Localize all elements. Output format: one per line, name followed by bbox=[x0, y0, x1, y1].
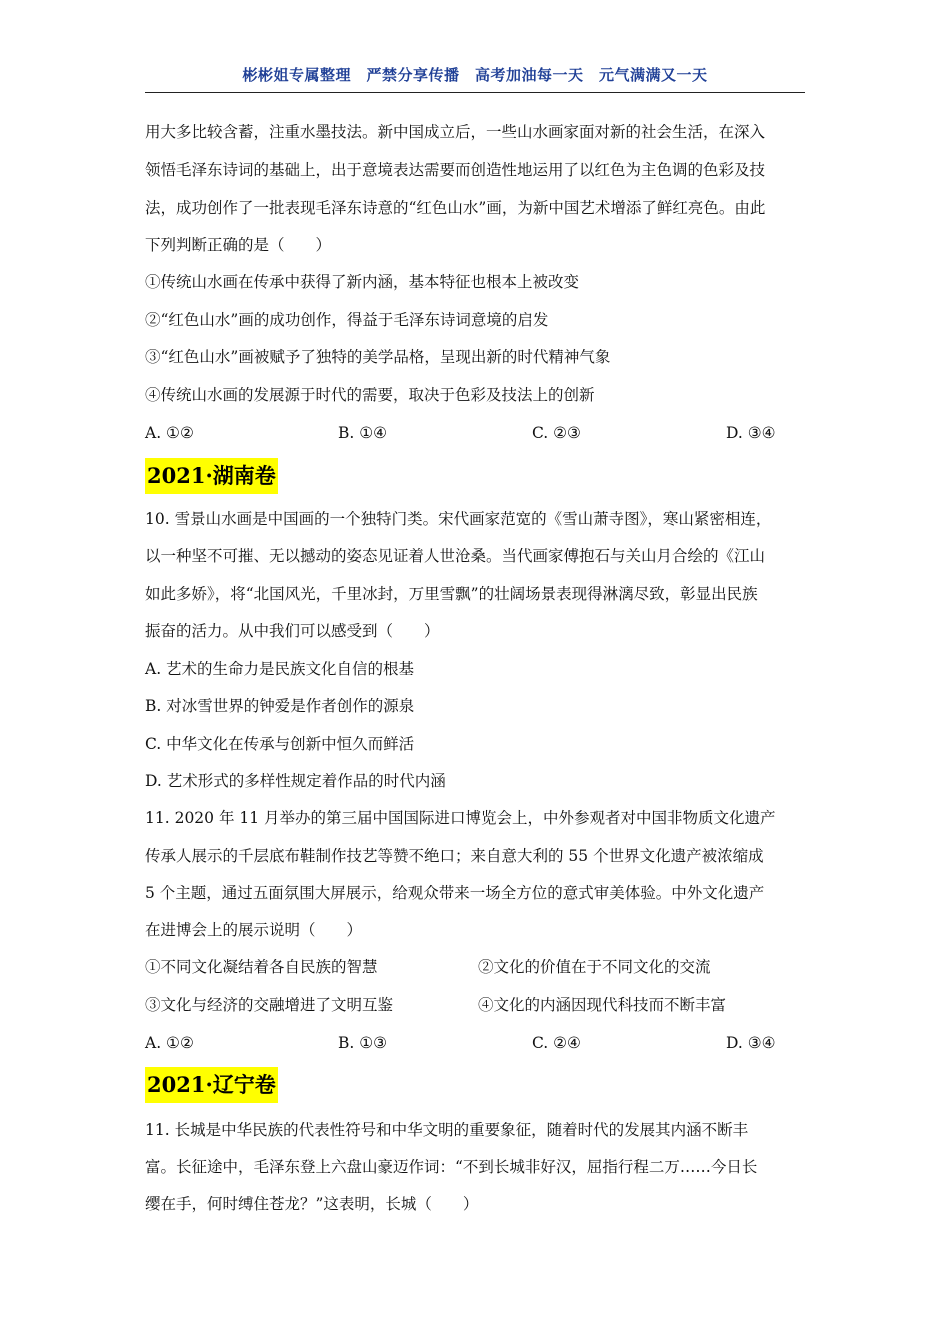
q9-line: 用大多比较含蓄，注重水墨技法。新中国成立后，一些山水画家面对新的社会生活，在深入 bbox=[145, 123, 766, 141]
q11a-line: 在进博会上的展示说明（ ） bbox=[145, 921, 363, 939]
q9-statement: ③“红色山水”画被赋予了独特的美学品格，呈现出新的时代精神气象 bbox=[145, 348, 611, 366]
q11a-line: 传承人展示的千层底布鞋制作技艺等赞不绝口；来自意大利的 55 个世界文化遗产被浓缩成 bbox=[145, 847, 764, 865]
q9-line: 下列判断正确的是（ ） bbox=[145, 236, 332, 254]
q9-statement: ①传统山水画在传承中获得了新内涵，基本特征也根本上被改变 bbox=[145, 273, 580, 291]
q10-line: 振奋的活力。从中我们可以感受到（ ） bbox=[145, 622, 440, 640]
q9-option-a: A. ①② bbox=[145, 424, 194, 442]
q11b-line: 11. 长城是中华民族的代表性符号和中华文明的重要象征，随着时代的发展其内涵不断丰 bbox=[145, 1121, 749, 1139]
q11a-option-d: D. ③④ bbox=[726, 1034, 776, 1052]
q9-statement: ④传统山水画的发展源于时代的需要，取决于色彩及技法上的创新 bbox=[145, 386, 595, 404]
q11a-option-c: C. ②④ bbox=[532, 1034, 581, 1052]
q11b-line: 富。长征途中，毛泽东登上六盘山豪迈作词：“不到长城非好汉，屈指行程二万……今日长 bbox=[145, 1158, 758, 1176]
q10-option-b: B. 对冰雪世界的钟爱是作者创作的源泉 bbox=[145, 697, 415, 715]
q11a-statement: ②文化的价值在于不同文化的交流 bbox=[478, 958, 711, 976]
q9-option-d: D. ③④ bbox=[726, 424, 776, 442]
q11a-line: 11. 2020 年 11 月举办的第三届中国国际进口博览会上，中外参观者对中国非物质文化遗产 bbox=[145, 809, 776, 827]
q10-option-d: D. 艺术形式的多样性规定着作品的时代内涵 bbox=[145, 772, 446, 790]
q11a-statement: ④文化的内涵因现代科技而不断丰富 bbox=[478, 996, 727, 1014]
q9-statement: ②“红色山水”画的成功创作，得益于毛泽东诗词意境的启发 bbox=[145, 311, 549, 329]
q9-line: 领悟毛泽东诗词的基础上，出于意境表达需要而创造性地运用了以红色为主色调的色彩及技 bbox=[145, 161, 766, 179]
q10-option-a: A. 艺术的生命力是民族文化自信的根基 bbox=[145, 660, 415, 678]
q10-line: 10. 雪景山水画是中国画的一个独特门类。宋代画家范宽的《雪山萧寺图》，寒山紧密相连， bbox=[145, 510, 772, 528]
q9-line: 法，成功创作了一批表现毛泽东诗意的“红色山水”画，为新中国艺术增添了鲜红亮色。由此 bbox=[145, 199, 766, 217]
q10-option-c: C. 中华文化在传承与创新中恒久而鲜活 bbox=[145, 735, 415, 753]
q11a-line: 5 个主题，通过五面氛围大屏展示，给观众带来一场全方位的意式审美体验。中外文化遗产 bbox=[145, 884, 765, 902]
q11a-option-a: A. ①② bbox=[145, 1034, 194, 1052]
q11b-line: 缨在手，何时缚住苍龙？”这表明，长城（ ） bbox=[145, 1195, 479, 1213]
section-title-hunan: 2021·湖南卷 bbox=[145, 458, 278, 494]
q10-line: 以一种坚不可摧、无以撼动的姿态见证着人世沧桑。当代画家傅抱石与关山月合绘的《江山 bbox=[145, 547, 766, 565]
q11a-option-b: B. ①③ bbox=[338, 1034, 388, 1052]
section-title-liaoning: 2021·辽宁卷 bbox=[145, 1067, 278, 1103]
header-divider bbox=[145, 92, 805, 93]
q10-line: 如此多娇》，将“北国风光，千里冰封，万里雪飘”的壮阔场景表现得淋漓尽致，彰显出民族 bbox=[145, 585, 758, 603]
q9-option-b: B. ①④ bbox=[338, 424, 388, 442]
q11a-statement: ①不同文化凝结着各自民族的智慧 bbox=[145, 958, 378, 976]
q9-option-c: C. ②③ bbox=[532, 424, 581, 442]
page-header-banner: 彬彬姐专属整理 严禁分享传播 高考加油每一天 元气满满又一天 bbox=[242, 66, 708, 84]
q11a-statement: ③文化与经济的交融增进了文明互鉴 bbox=[145, 996, 394, 1014]
